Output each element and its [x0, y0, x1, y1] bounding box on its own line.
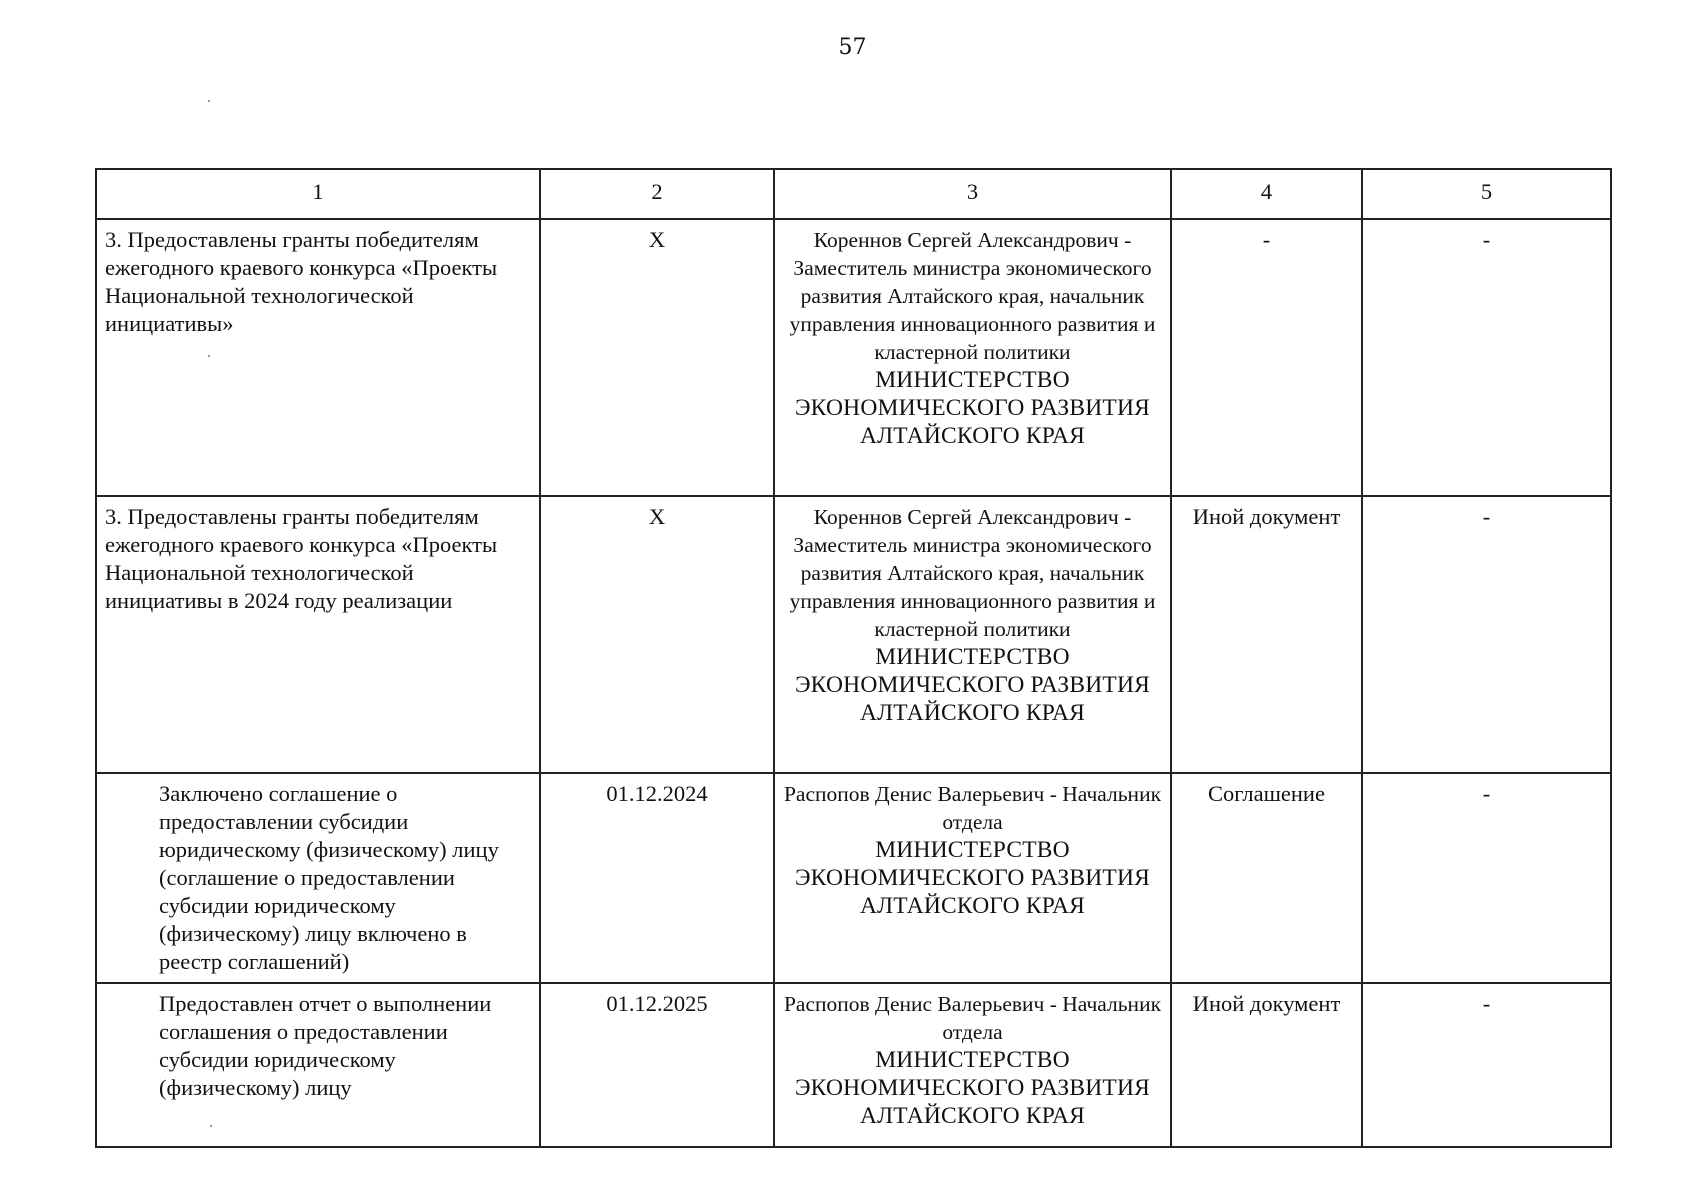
responsible-cell: [774, 496, 1171, 773]
responsible-person: Кореннов Сергей Александрович - Заместитель министра экономического развития Алтайского края, начальник управления инновационного развития и кластерной политики: [789, 228, 1156, 364]
document-table: [95, 168, 1612, 1148]
deadline-cell: X: [540, 496, 774, 773]
responsible-cell: [774, 983, 1171, 1147]
scan-speck: [208, 100, 210, 102]
column-header: 3: [774, 169, 1171, 219]
document-type-cell: Иной документ: [1171, 496, 1362, 773]
column-header: 5: [1362, 169, 1611, 219]
responsible-person: Кореннов Сергей Александрович - Заместитель министра экономического развития Алтайского края, начальник управления инновационного развития и кластерной политики: [789, 505, 1156, 641]
table-row: [96, 773, 1611, 983]
table-row: [96, 496, 1611, 773]
column-5-cell: -: [1362, 496, 1611, 773]
column-header: 2: [540, 169, 774, 219]
event-description: Заключено соглашение о предоставлении субсидии юридическому (физическому) лицу (соглашение о предоставлении субсидии юридическому (физическому) лицу включено в реестр соглашений): [96, 773, 540, 983]
table-header-row: [96, 169, 1611, 219]
deadline-cell: X: [540, 219, 774, 496]
document-type-cell: Соглашение: [1171, 773, 1362, 983]
column-header: 1: [96, 169, 540, 219]
organization-name: МИНИСТЕРСТВО ЭКОНОМИЧЕСКОГО РАЗВИТИЯ АЛТАЙСКОГО КРАЯ: [794, 1047, 1151, 1129]
event-description: 3. Предоставлены гранты победителям ежегодного краевого конкурса «Проекты Национальной технологической инициативы в 2024 году реализации: [96, 496, 540, 773]
event-description: 3. Предоставлены гранты победителям ежегодного краевого конкурса «Проекты Национальной технологической инициативы»: [96, 219, 540, 496]
organization-name: МИНИСТЕРСТВО ЭКОНОМИЧЕСКОГО РАЗВИТИЯ АЛТАЙСКОГО КРАЯ: [794, 644, 1151, 726]
organization-name: МИНИСТЕРСТВО ЭКОНОМИЧЕСКОГО РАЗВИТИЯ АЛТАЙСКОГО КРАЯ: [794, 367, 1151, 449]
organization-name: МИНИСТЕРСТВО ЭКОНОМИЧЕСКОГО РАЗВИТИЯ АЛТАЙСКОГО КРАЯ: [794, 837, 1151, 919]
deadline-cell: 01.12.2024: [540, 773, 774, 983]
page-number: 57: [838, 35, 867, 60]
column-5-cell: -: [1362, 219, 1611, 496]
column-5-cell: -: [1362, 983, 1611, 1147]
responsible-cell: [774, 219, 1171, 496]
responsible-person: Распопов Денис Валерьевич - Начальник отдела: [783, 992, 1162, 1044]
document-type-cell: -: [1171, 219, 1362, 496]
table-row: [96, 983, 1611, 1147]
table-row: [96, 219, 1611, 496]
responsible-person: Распопов Денис Валерьевич - Начальник отдела: [783, 782, 1162, 834]
document-type-cell: Иной документ: [1171, 983, 1362, 1147]
responsible-cell: [774, 773, 1171, 983]
deadline-cell: 01.12.2025: [540, 983, 774, 1147]
column-5-cell: -: [1362, 773, 1611, 983]
event-description: Предоставлен отчет о выполнении соглашения о предоставлении субсидии юридическому (физическому) лицу: [96, 983, 540, 1147]
column-header: 4: [1171, 169, 1362, 219]
